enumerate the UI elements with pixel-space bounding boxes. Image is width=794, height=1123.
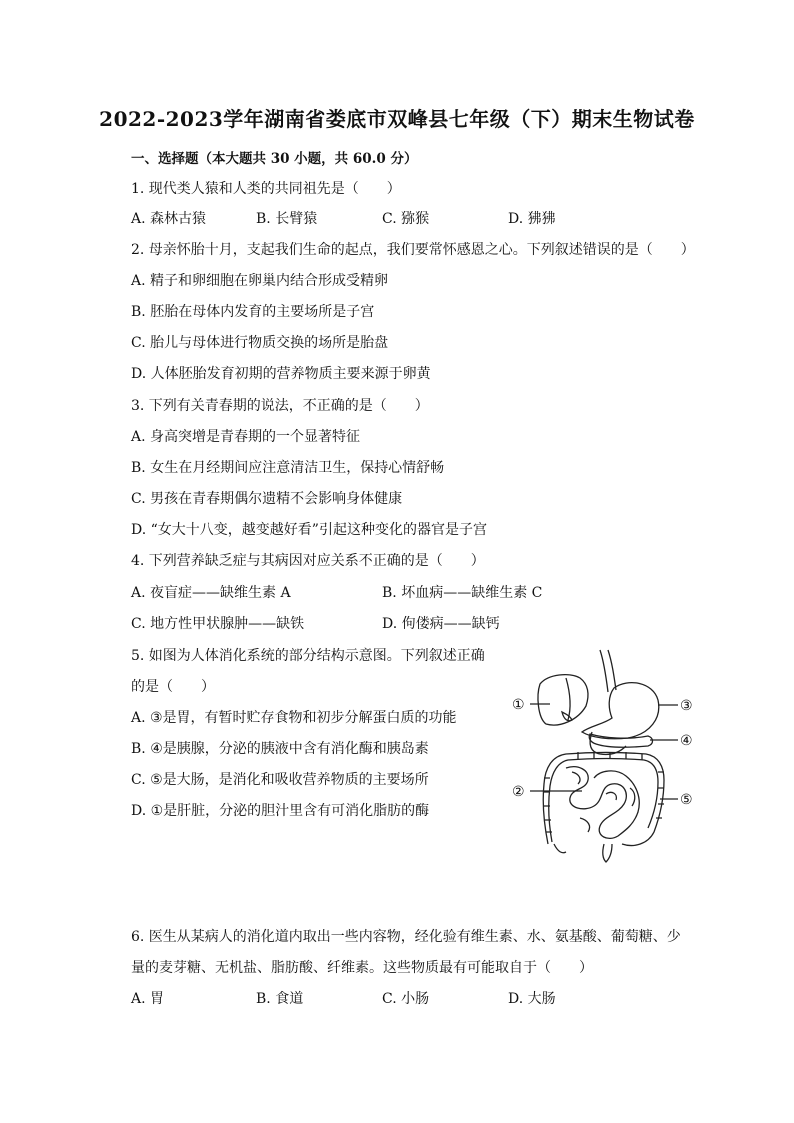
stomach-shape	[582, 683, 659, 739]
question-4-stem: 4. 下列营养缺乏症与其病因对应关系不正确的是（ ）	[131, 553, 485, 569]
small-intestine-shape	[566, 767, 639, 839]
question-2-option-c: C. 胎儿与母体进行物质交换的场所是胎盘	[131, 335, 389, 351]
question-4-option-a: A. 夜盲症——缺维生素 A	[131, 585, 291, 601]
question-1-option-a: A. 森林古猿	[131, 211, 207, 227]
question-3-option-b: B. 女生在月经期间应注意清洁卫生，保持心情舒畅	[131, 460, 445, 476]
diagram-label-5: ⑤	[680, 792, 693, 808]
digestive-system-diagram	[508, 648, 700, 864]
question-3-stem: 3. 下列有关青春期的说法，不正确的是（ ）	[131, 398, 429, 414]
question-6-option-c: C. 小肠	[382, 991, 430, 1007]
question-5-stem-line-1: 5. 如图为人体消化系统的部分结构示意图。下列叙述正确	[131, 648, 485, 664]
question-1-option-c: C. 猕猴	[382, 211, 430, 227]
question-2-stem: 2. 母亲怀胎十月，支起我们生命的起点，我们要常怀感恩之心。下列叙述错误的是（ ）	[131, 242, 695, 258]
question-6-stem-line-1: 6. 医生从某病人的消化道内取出一些内容物，经化验有维生素、水、氨基酸、葡萄糖、少	[131, 929, 681, 945]
question-1-stem: 1. 现代类人猿和人类的共同祖先是（ ）	[131, 181, 401, 197]
question-1-option-b: B. 长臂猿	[256, 211, 318, 227]
exam-title: 2022-2023学年湖南省娄底市双峰县七年级（下）期末生物试卷	[99, 107, 695, 131]
pancreas-shape	[589, 734, 652, 747]
liver-shape	[538, 675, 588, 725]
large-intestine-shape	[543, 753, 664, 846]
diagram-label-4: ④	[680, 733, 693, 749]
section-heading: 一、选择题（本大题共 30 小题，共 60.0 分）	[131, 151, 418, 167]
question-6-stem-line-2: 量的麦芽糖、无机盐、脂肪酸、纤维素。这些物质最有可能取自于（ ）	[131, 960, 593, 976]
question-3-option-c: C. 男孩在青春期偶尔遗精不会影响身体健康	[131, 491, 403, 507]
question-5-option-b: B. ④是胰腺，分泌的胰液中含有消化酶和胰岛素	[131, 741, 429, 757]
diagram-label-2: ②	[512, 784, 525, 800]
question-3-option-d: D. “女大十八变，越变越好看”引起这种变化的器官是子宫	[131, 522, 487, 538]
question-3-option-a: A. 身高突增是青春期的一个显著特征	[131, 429, 361, 445]
diagram-label-3: ③	[680, 698, 693, 714]
question-2-option-a: A. 精子和卵细胞在卵巢内结合形成受精卵	[131, 273, 389, 289]
question-5-option-c: C. ⑤是大肠，是消化和吸收营养物质的主要场所	[131, 772, 429, 788]
question-4-option-d: D. 佝偻病——缺钙	[382, 616, 500, 632]
question-2-option-b: B. 胚胎在母体内发育的主要场所是子宫	[131, 304, 375, 320]
gallbladder-shape	[562, 712, 572, 721]
question-5-option-a: A. ③是胃，有暂时贮存食物和初步分解蛋白质的功能	[131, 710, 457, 726]
question-6-option-b: B. 食道	[256, 991, 304, 1007]
question-5-option-d: D. ①是肝脏，分泌的胆汁里含有可消化脂肪的酶	[131, 803, 430, 819]
question-6-option-a: A. 胃	[131, 991, 165, 1007]
diagram-label-1: ①	[512, 697, 525, 713]
question-5-stem-line-2: 的是（ ）	[131, 679, 215, 695]
esophagus-shape	[600, 650, 616, 692]
question-2-option-d: D. 人体胚胎发育初期的营养物质主要来源于卵黄	[131, 366, 431, 382]
question-4-option-c: C. 地方性甲状腺肿——缺铁	[131, 616, 305, 632]
question-4-option-b: B. 坏血病——缺维生素 C	[382, 585, 543, 601]
question-1-option-d: D. 狒狒	[508, 211, 556, 227]
question-6-option-d: D. 大肠	[508, 991, 556, 1007]
